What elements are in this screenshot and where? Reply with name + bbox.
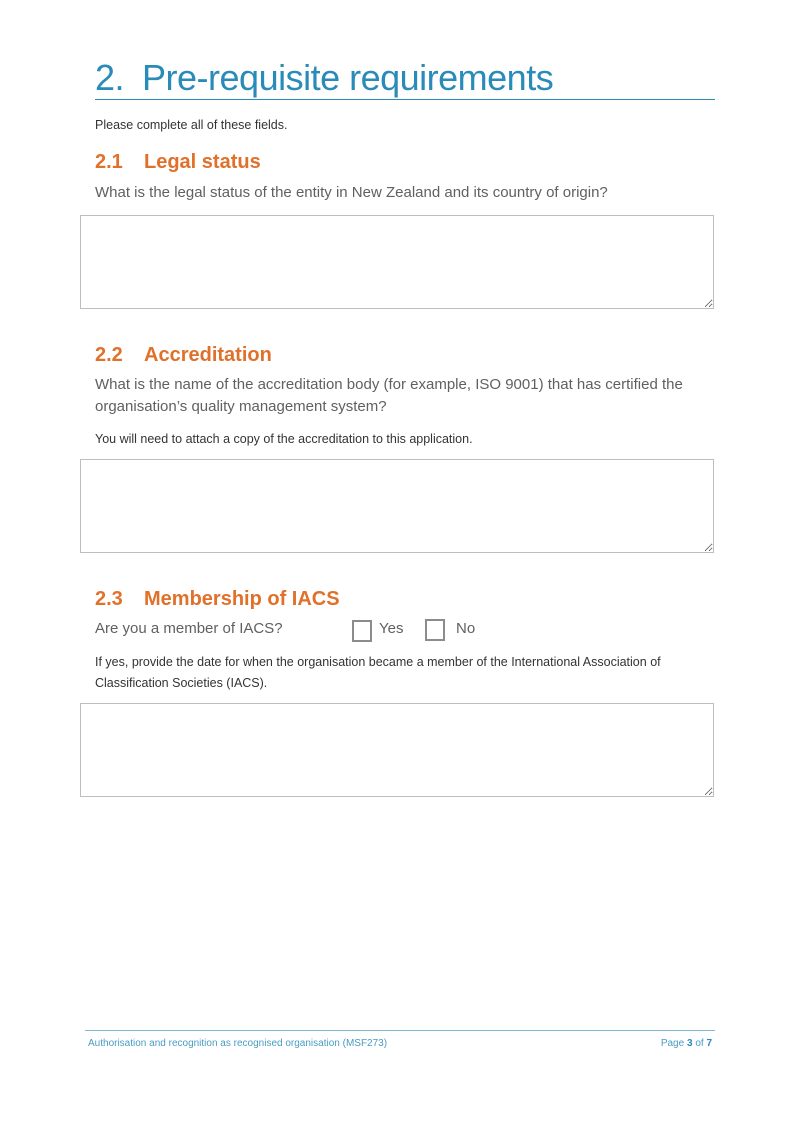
legal-status-question: What is the legal status of the entity in New Zealand and its country of origin?: [95, 184, 608, 201]
section-title: Membership of IACS: [144, 588, 340, 610]
footer-divider: [85, 1030, 715, 1031]
section-number: 2.3: [95, 588, 123, 610]
accreditation-question: What is the name of the accreditation body (for example, ISO 9001) that has certified the organisation’s quality management system?: [95, 376, 683, 415]
legal-status-answer-field[interactable]: [80, 215, 714, 309]
page-of-label: of: [695, 1038, 704, 1049]
footer-document-title: Authorisation and recognition as recognised organisation (MSF273): [88, 1038, 388, 1049]
current-page: 3: [686, 1038, 693, 1049]
page-title-number: 2.: [95, 57, 125, 98]
iacs-no-label: No: [456, 620, 476, 637]
section-title: Accreditation: [144, 344, 272, 366]
title-divider: [95, 99, 715, 100]
section-number: 2.2: [95, 344, 123, 366]
iacs-date-instruction: If yes, provide the date for when the organisation became a member of the International Association of Classification Societies (IACS).: [95, 655, 661, 690]
section-heading-legal-status: [95, 150, 261, 174]
section-heading-iacs-membership: [95, 587, 340, 611]
page-label: Page: [660, 1038, 685, 1049]
total-pages: 7: [706, 1038, 712, 1049]
page-title-text: Pre-requisite requirements: [142, 57, 554, 98]
iacs-membership-date-field[interactable]: [80, 703, 714, 797]
page-title: [95, 56, 553, 100]
iacs-yes-checkbox[interactable]: [352, 620, 372, 642]
section-heading-accreditation: [95, 343, 272, 367]
accreditation-answer-field[interactable]: [80, 459, 714, 553]
iacs-yes-label: Yes: [379, 620, 404, 637]
iacs-no-checkbox[interactable]: [425, 619, 445, 641]
footer-page-number: [661, 1038, 712, 1049]
accreditation-attach-note: You will need to attach a copy of the accreditation to this application.: [95, 432, 473, 446]
intro-text: Please complete all of these fields.: [95, 118, 288, 132]
section-title: Legal status: [144, 151, 261, 173]
section-number: 2.1: [95, 151, 123, 173]
iacs-member-question: Are you a member of IACS?: [95, 620, 283, 637]
